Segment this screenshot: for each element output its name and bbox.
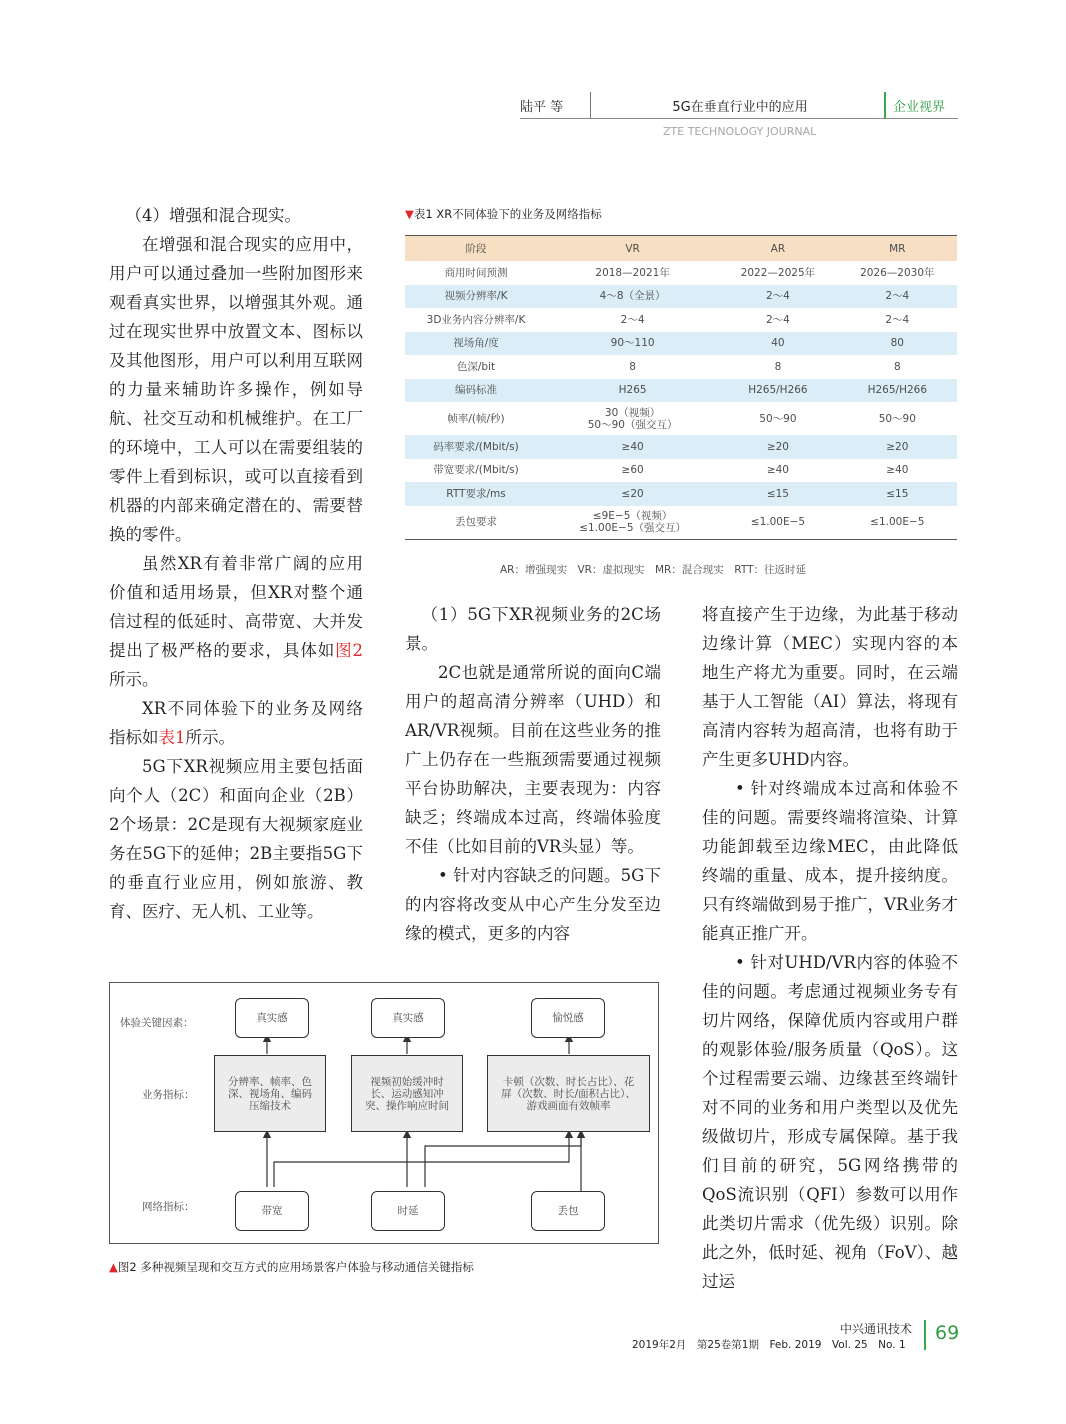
table-cell: 2～4: [718, 285, 837, 309]
table-cell: 80: [838, 332, 957, 356]
figure-caption: [109, 1259, 474, 1275]
left-column: [109, 201, 363, 926]
footer-divider: [924, 1320, 926, 1350]
table-cell: ≥20: [838, 435, 957, 459]
table-cell: ≥40: [766, 464, 789, 477]
table-cell: 8: [629, 360, 636, 373]
table-cell: ≤20: [547, 482, 718, 506]
business-metrics-box: 卡顿（次数、时长占比）、花屏（次数、时长/面积占比）、游戏画面有效帧率: [487, 1055, 650, 1132]
table-row-label: RTT要求/ms: [405, 482, 547, 506]
page-number: 69: [935, 1322, 960, 1344]
right-column: [702, 600, 958, 1296]
journal-name-en: ZTE TECHNOLOGY JOURNAL: [663, 125, 817, 138]
table-header-cell: VR: [547, 236, 718, 262]
row-label-experience: 体验关键因素：: [120, 1017, 194, 1029]
paragraph: 在增强和混合现实的应用中，用户可以通过叠加一些附加图形来观看真实世界，以增强其外观。通过在现实世界中放置文本、图标以及其他图形，用户可以利用互联网的力量来辅助许多操作，例如导航、社交互动和机械维护。在工厂的环境中，工人可以在需要组装的零件上看到标识，或可以直接看到机器的内部来确定潜在的、需要替换的零件。: [109, 235, 363, 544]
business-metrics-box: 分辨率、帧率、色深、视场角、编码压缩技术: [214, 1055, 326, 1132]
paragraph-text: 所示。: [109, 670, 159, 689]
bullet-paragraph: • 针对UHD/VR内容的体验不佳的问题。考虑通过视频业务专有切片网络，保障优质内容或用户群的观影体验/服务质量（QoS）。这个过程需要云端、边缘甚至终端针对不同的业务和用户类型以及优先级做切片，形成专属保障。基于我们目前的研究，5G网络携带的QoS流识别（QFI）参数可以用作此类切片需求（优先级）识别。除此之外，低时延、视角（FoV）、越过运: [702, 953, 958, 1291]
table-cell: 2～4: [620, 313, 645, 326]
paragraph-text: 所示。: [185, 728, 235, 747]
table-cell: 90～110: [547, 332, 718, 356]
table-header-row: [405, 236, 957, 262]
table-row: [405, 355, 957, 379]
table-row-label: 色深/bit: [456, 360, 496, 373]
experience-box: 愉悦感: [531, 998, 605, 1038]
table-cell: 30（视频） 50～90（强交互）: [587, 406, 678, 431]
table-cell: 2022—2025年: [740, 266, 816, 279]
footer-journal-name: 中兴通讯技术: [840, 1322, 913, 1336]
table-row-label: 丢包要求: [405, 506, 547, 540]
table-row: [405, 506, 957, 540]
figure-reference-link[interactable]: 图2: [335, 641, 364, 660]
header-accent-divider: [884, 92, 886, 118]
table-caption-text: 表1 XR不同体验下的业务及网络指标: [413, 207, 602, 221]
table-row-label: 帧率/(帧/秒): [447, 412, 505, 425]
table-cell: ≥40: [547, 435, 718, 459]
table-cell: ≤15: [718, 482, 837, 506]
paragraph-heading: （1）5G下XR视频业务的2C场景。: [405, 605, 661, 653]
table-cell: ≥40: [886, 464, 909, 477]
bullet-paragraph: • 针对终端成本过高和体验不佳的问题。需要终端将渲染、计算功能卸载至边缘MEC，由此降低终端的重量、成本，提升接纳度。只有终端做到易于推广，VR业务才能真正推广开。: [702, 779, 958, 943]
table-row-label: 视场角/度: [405, 332, 547, 356]
table-cell: H265/H266: [838, 379, 957, 403]
metrics-table: [405, 235, 957, 540]
row-label-network: 网络指标：: [142, 1201, 195, 1213]
network-box: 带宽: [235, 1191, 309, 1231]
table-cell: ≥20: [718, 435, 837, 459]
paragraph: [109, 549, 363, 694]
table-cell: 8: [893, 360, 901, 373]
middle-column: [405, 600, 661, 948]
table-cell: ≤15: [838, 482, 957, 506]
paragraph: 将直接产生于边缘，为此基于移动边缘计算（MEC）实现内容的本地生产将尤为重要。同时，在云端基于人工智能（AI）算法，将现有高清内容转为超高清，也将有助于产生更多UHD内容。: [702, 605, 958, 769]
caption-marker-icon: ▲: [109, 1260, 118, 1274]
paragraph: 5G下XR视频应用主要包括面向个人（2C）和面向企业（2B）2个场景：2C是现有大视频家庭业务在5G下的延伸；2B主要指5G下的垂直行业应用，例如旅游、教育、医疗、无人机、工业等。: [109, 757, 363, 921]
header-divider: [590, 92, 591, 118]
experience-box: 真实感: [371, 998, 445, 1038]
running-author: 陆平 等: [520, 100, 564, 115]
table-header-cell: MR: [838, 236, 957, 262]
table-cell: 2～4: [885, 313, 910, 326]
table-cell: ≤9E−5（视频） ≤1.00E−5（强交互）: [547, 506, 718, 540]
table-header-cell: 阶段: [405, 236, 547, 262]
table-row-label: 编码标准: [405, 379, 547, 403]
table-row-label: 3D业务内容分辨率/K: [426, 313, 526, 326]
table-cell: H265: [547, 379, 718, 403]
table-row-label: 带宽要求/(Mbit/s): [433, 464, 519, 477]
table-row-label: 商用时间预测: [444, 266, 508, 279]
table-cell: 50～90: [759, 412, 797, 425]
table-row: [405, 379, 957, 403]
table-row-label: 码率要求/(Mbit/s): [405, 435, 547, 459]
table-caption: [405, 206, 602, 222]
caption-marker-icon: ▼: [405, 207, 414, 221]
table-row: [405, 482, 957, 506]
table-footnote: AR：增强现实 VR：虚拟现实 MR：混合现实 RTT：往返时延: [500, 564, 806, 576]
business-metrics-box: 视频初始缓冲时长、运动感知冲突、操作响应时间: [351, 1055, 463, 1132]
figure-caption-text: 图2 多种视频呈现和交互方式的应用场景客户体验与移动通信关键指标: [117, 1260, 474, 1274]
row-label-business: 业务指标：: [142, 1089, 195, 1101]
table-row-label: 视频分辨率/K: [405, 285, 547, 309]
table-cell: 50～90: [878, 412, 916, 425]
experience-box: 真实感: [235, 998, 309, 1038]
table-cell: ≤1.00E−5: [718, 506, 837, 540]
header-rule: [520, 118, 958, 119]
paragraph: [109, 694, 363, 752]
table-row: [405, 435, 957, 459]
table-cell: ≤1.00E−5: [838, 506, 957, 540]
running-title: 5G在垂直行业中的应用: [672, 100, 808, 115]
footer-issue: 2019年2月 第25卷第1期 Feb. 2019 Vol. 25 No. 1: [632, 1339, 906, 1351]
table-row: [405, 285, 957, 309]
table-cell: 8: [774, 360, 782, 373]
section-label: 企业视界: [893, 100, 946, 115]
table-cell: 2～4: [838, 285, 957, 309]
table-cell: 2026—2030年: [860, 266, 935, 279]
table-row: [405, 332, 957, 356]
table-row: [405, 402, 957, 435]
table-cell: 4～8（全景）: [547, 285, 718, 309]
network-box: 时延: [371, 1191, 445, 1231]
table-cell: 40: [718, 332, 837, 356]
table-cell: 2～4: [765, 313, 790, 326]
bullet-paragraph: • 针对内容缺乏的问题。5G下的内容将改变从中心产生分发至边缘的模式，更多的内容: [405, 866, 661, 943]
table-header-cell: AR: [718, 236, 837, 262]
table-reference-link[interactable]: 表1: [158, 728, 186, 747]
paragraph-text: XR不同体验下的业务及网络指标如: [109, 699, 363, 747]
paragraph-heading: （4）增强和混合现实。: [125, 206, 301, 225]
network-box: 丢包: [531, 1191, 605, 1231]
paragraph: 2C也就是通常所说的面向C端用户的超高清分辨率（UHD）和AR/VR视频。目前在这些业务的推广上仍存在一些瓶颈需要通过视频平台协助解决，主要表现为：内容缺乏；终端成本过高，终端体验度不佳（比如目前的VR头显）等。: [405, 663, 661, 856]
table-row: [405, 261, 957, 285]
figure-2: [109, 982, 659, 1244]
table-cell: 2018—2021年: [595, 266, 670, 279]
table-cell: H265/H266: [718, 379, 837, 403]
paragraph-text: 虽然XR有着非常广阔的应用价值和适用场景，但XR对整个通信过程的低延时、高带宽、大并发提出了极严格的要求，具体如: [109, 554, 363, 660]
table-row: [405, 308, 957, 332]
table-row: [405, 459, 957, 483]
table-cell: ≥60: [621, 464, 644, 477]
